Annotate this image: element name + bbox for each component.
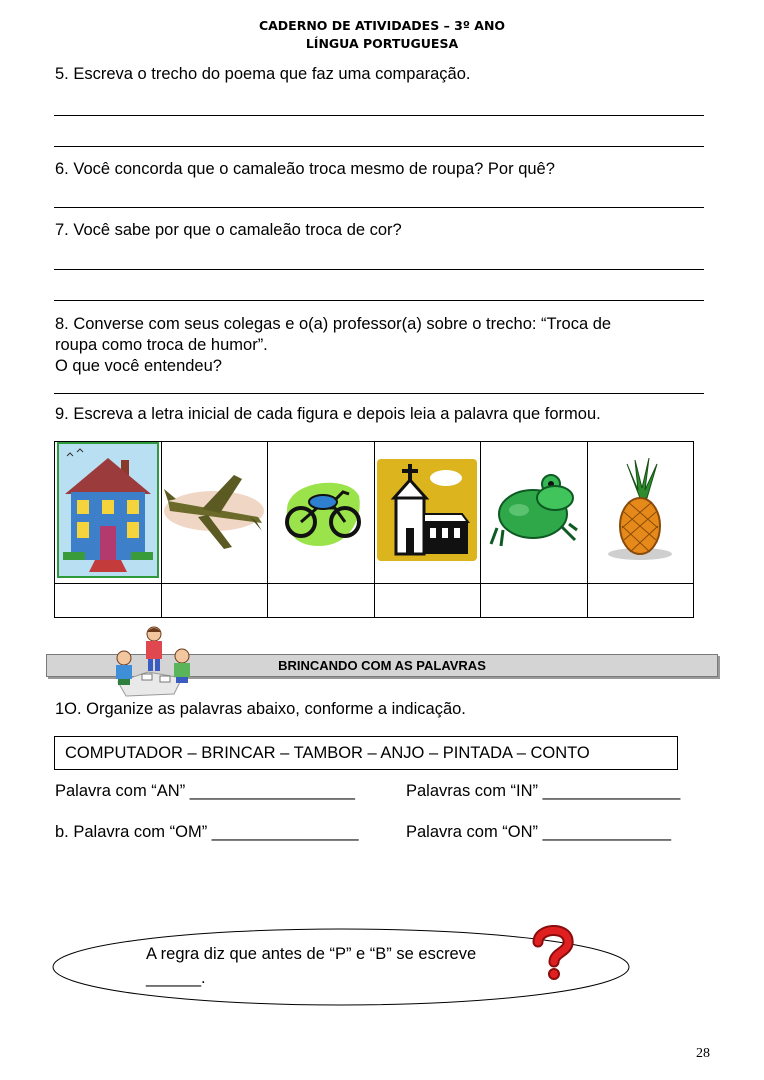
figure-grid bbox=[54, 441, 694, 618]
page-number: 28 bbox=[696, 1046, 710, 1061]
section-title: BRINCANDO COM AS PALAVRAS bbox=[278, 658, 486, 673]
letter-answer-cell[interactable] bbox=[161, 584, 268, 618]
figure-cell bbox=[481, 442, 588, 584]
figure-cell bbox=[55, 442, 162, 584]
question-8-line-2: roupa como troca de humor”. bbox=[55, 336, 268, 354]
figure-cell bbox=[268, 442, 375, 584]
figure-cell bbox=[374, 442, 481, 584]
frog-icon bbox=[489, 470, 579, 550]
words-with-om[interactable]: b. Palavra com “OM” ________________ bbox=[55, 823, 359, 841]
motorcycle-icon bbox=[279, 470, 363, 550]
question-8-line-1: 8. Converse com seus colegas e o(a) professor(a) sobre o trecho: “Troca de bbox=[55, 315, 612, 333]
words-with-an[interactable]: Palavra com “AN” __________________ bbox=[55, 782, 355, 800]
letter-answer-cell[interactable] bbox=[481, 584, 588, 618]
workbook-title: CADERNO DE ATIVIDADES – 3º ANO bbox=[258, 18, 506, 33]
question-6: 6. Você concorda que o camaleão troca mesmo de roupa? Por quê? bbox=[55, 160, 555, 178]
question-5: 5. Escreva o trecho do poema que faz uma comparação. bbox=[55, 65, 471, 83]
children-playing-icon bbox=[108, 624, 198, 698]
figure-cell bbox=[161, 442, 268, 584]
word-bank: COMPUTADOR – BRINCAR – TAMBOR – ANJO – PINTADA – CONTO bbox=[65, 744, 590, 762]
question-10: 1O. Organize as palavras abaixo, conforme a indicação. bbox=[55, 700, 466, 718]
words-with-on[interactable]: Palavra com “ON” ______________ bbox=[406, 823, 672, 841]
pineapple-icon bbox=[605, 458, 675, 562]
question-8-line-3: O que você entendeu? bbox=[55, 357, 222, 375]
word-bank-box bbox=[54, 736, 678, 770]
figure-cell bbox=[587, 442, 694, 584]
answer-line[interactable] bbox=[54, 300, 704, 301]
answer-line[interactable] bbox=[54, 115, 704, 116]
letter-answer-cell[interactable] bbox=[55, 584, 162, 618]
question-9: 9. Escreva a letra inicial de cada figura e depois leia a palavra que formou. bbox=[55, 405, 601, 423]
subject-title: LÍNGUA PORTUGUESA bbox=[305, 36, 459, 51]
house-icon bbox=[57, 442, 159, 578]
airplane-icon bbox=[162, 465, 266, 555]
letter-answer-cell[interactable] bbox=[374, 584, 481, 618]
rule-text-line-2[interactable]: ______. bbox=[146, 969, 206, 987]
question-mark-icon bbox=[526, 924, 576, 980]
answer-line[interactable] bbox=[54, 269, 704, 270]
answer-line[interactable] bbox=[54, 393, 704, 394]
answer-line[interactable] bbox=[54, 146, 704, 147]
letter-answer-cell[interactable] bbox=[587, 584, 694, 618]
question-7: 7. Você sabe por que o camaleão troca de cor? bbox=[55, 221, 402, 239]
church-icon bbox=[376, 458, 478, 562]
answer-line[interactable] bbox=[54, 207, 704, 208]
rule-text-line-1: A regra diz que antes de “P” e “B” se escreve bbox=[146, 945, 477, 963]
words-with-in[interactable]: Palavras com “IN” _______________ bbox=[406, 782, 681, 800]
letter-answer-cell[interactable] bbox=[268, 584, 375, 618]
